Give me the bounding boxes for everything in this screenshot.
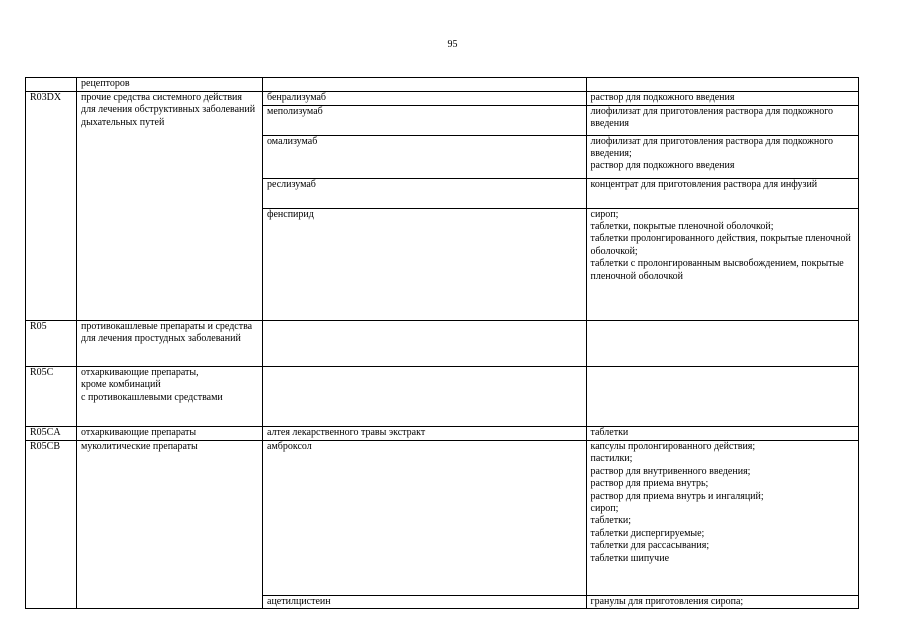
dosage-forms bbox=[586, 321, 858, 366]
dosage-forms: раствор для подкожного введения bbox=[586, 92, 858, 105]
dosage-forms: гранулы для приготовления сиропа; bbox=[590, 595, 744, 607]
drug-name: амброксол bbox=[263, 441, 586, 595]
table-row bbox=[26, 321, 859, 367]
dosage-forms: лиофилизат для приготовления раствора для подкожного введения; раствор для подкожного введения bbox=[586, 135, 858, 178]
drug-name: ацетилцистеин bbox=[263, 595, 586, 608]
drug-name: бенрализумаб bbox=[263, 92, 586, 105]
pharm-group: муколитические препараты bbox=[77, 441, 263, 609]
table-row bbox=[26, 367, 859, 427]
drug-name: фенспирид bbox=[263, 208, 586, 320]
drug-name: меполизумаб bbox=[263, 105, 586, 135]
page-number: 95 bbox=[447, 39, 458, 50]
drug-name: реслизумаб bbox=[263, 178, 586, 208]
pharm-group: рецепторов bbox=[77, 78, 263, 92]
table-row bbox=[26, 92, 859, 321]
atc-code bbox=[26, 78, 77, 92]
table-row bbox=[26, 427, 859, 441]
atc-code: R05 bbox=[26, 321, 77, 367]
pharm-group: противокашлевые препараты и средства для лечения простудных заболеваний bbox=[77, 321, 263, 367]
dosage-forms: лиофилизат для приготовления раствора для подкожного введения bbox=[586, 105, 858, 135]
dosage-forms bbox=[586, 78, 858, 91]
dosage-forms: концентрат для приготовления раствора для инфузий bbox=[586, 178, 858, 208]
pharm-group: отхаркивающие препараты, кроме комбинаций с противокашлевыми средствами bbox=[77, 367, 263, 427]
drug-name: омализумаб bbox=[263, 135, 586, 178]
drug-name bbox=[263, 321, 586, 366]
atc-code: R05CB bbox=[26, 441, 77, 609]
dosage-forms: капсулы пролонгированного действия; пастилки; раствор для внутривенного введения; раствор для приема внутрь; раствор для приема внутрь и ингаляций; сироп; таблетки; таблетки диспергируемые; таблетки для рассасывания; таблетки шипучие bbox=[586, 441, 858, 595]
drug-name: алтея лекарственного травы экстракт bbox=[263, 427, 586, 440]
atc-code: R03DX bbox=[26, 92, 77, 321]
table-row bbox=[26, 78, 859, 92]
drug-table bbox=[25, 77, 859, 609]
pharm-group: отхаркивающие препараты bbox=[77, 427, 263, 441]
drug-name bbox=[263, 367, 586, 426]
pharm-group: прочие средства системного действия для лечения обструктивных заболеваний дыхательных путей bbox=[77, 92, 263, 321]
table-row bbox=[26, 441, 859, 609]
dosage-forms: сироп; таблетки, покрытые пленочной оболочкой; таблетки пролонгированного действия, покрытые пленочной оболочкой; таблетки с пролонгированным высвобождением, покрытые пленочной оболочкой bbox=[590, 208, 851, 282]
dosage-forms: таблетки bbox=[590, 427, 629, 438]
atc-code: R05C bbox=[26, 367, 77, 427]
drug-name bbox=[263, 78, 586, 91]
dosage-forms bbox=[586, 367, 858, 426]
atc-code: R05CA bbox=[26, 427, 77, 441]
